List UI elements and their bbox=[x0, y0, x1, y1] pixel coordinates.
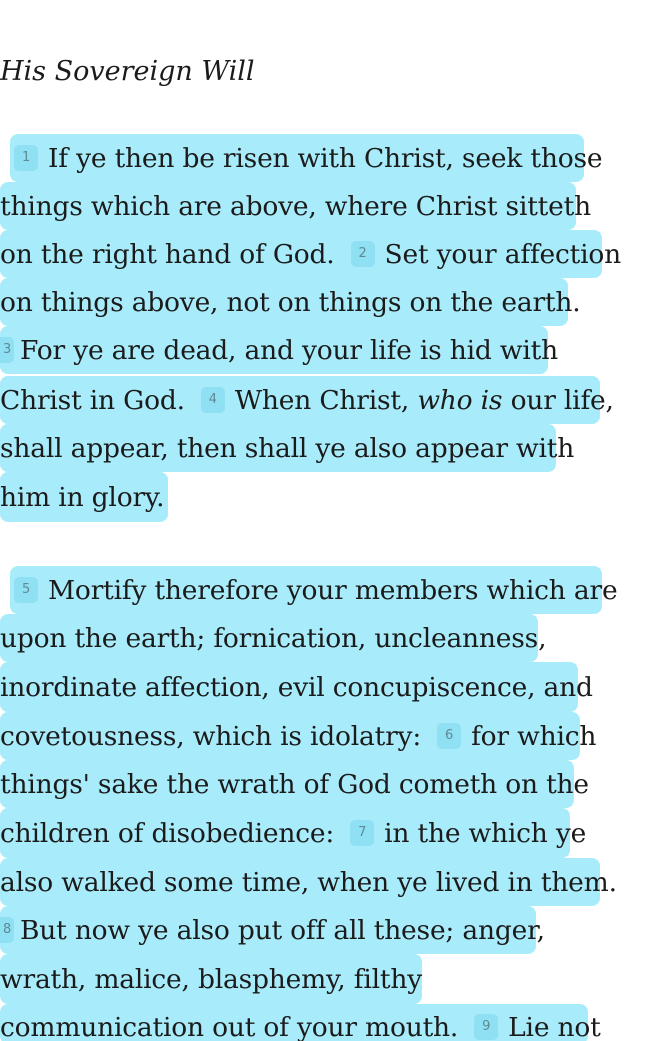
verse-number[interactable]: 6 bbox=[437, 723, 461, 749]
text-line[interactable] bbox=[0, 230, 621, 278]
verse-text[interactable]: wrath, malice, blasphemy, filthy bbox=[0, 963, 422, 995]
verse-text[interactable]: communication out of your mouth. bbox=[0, 1011, 459, 1041]
verse-text[interactable]: Mortify therefore your members which are bbox=[48, 574, 618, 606]
verse-number[interactable]: 7 bbox=[350, 820, 374, 846]
text-line[interactable] bbox=[0, 473, 164, 521]
verse-text[interactable]: him in glory. bbox=[0, 481, 165, 513]
verse-text[interactable]: in the which ye bbox=[384, 817, 587, 849]
verse-text[interactable]: children of disobedience: bbox=[0, 817, 335, 849]
verse-text[interactable]: If ye then be risen with Christ, seek those bbox=[48, 142, 603, 174]
text-line[interactable] bbox=[14, 134, 602, 182]
verse-text[interactable]: for which bbox=[471, 720, 597, 752]
verse-number[interactable]: 2 bbox=[351, 241, 375, 267]
text-line[interactable] bbox=[0, 376, 614, 424]
text-line[interactable] bbox=[0, 182, 591, 230]
text-line[interactable] bbox=[0, 663, 593, 711]
text-line[interactable] bbox=[0, 955, 422, 1003]
verse-text[interactable]: Set your affection bbox=[384, 238, 622, 270]
verse-number[interactable]: 1 bbox=[14, 145, 38, 171]
verse-text[interactable]: shall appear, then shall ye also appear with bbox=[0, 432, 575, 464]
verse-number[interactable]: 8 bbox=[0, 917, 14, 943]
verse-text[interactable]: things' sake the wrath of God cometh on the bbox=[0, 768, 589, 800]
verse-text[interactable]: But now ye also put off all these; anger, bbox=[20, 914, 545, 946]
passage-heading: His Sovereign Will bbox=[0, 56, 255, 87]
text-line[interactable] bbox=[0, 326, 558, 374]
text-line[interactable] bbox=[0, 712, 596, 760]
text-line[interactable] bbox=[14, 566, 617, 614]
text-line[interactable] bbox=[0, 906, 545, 954]
verse-text[interactable]: When Christ, bbox=[234, 384, 410, 416]
verse-text[interactable]: on things above, not on things on the earth. bbox=[0, 286, 581, 318]
verse-text[interactable]: also walked some time, when ye lived in them. bbox=[0, 866, 617, 898]
verse-text[interactable]: our life, bbox=[510, 384, 614, 416]
text-line[interactable] bbox=[0, 858, 617, 906]
verse-number[interactable]: 5 bbox=[14, 577, 38, 603]
verse-text-italic[interactable]: who is bbox=[417, 384, 503, 416]
verse-text[interactable]: Christ in God. bbox=[0, 384, 185, 416]
text-line[interactable] bbox=[0, 809, 586, 857]
text-line[interactable] bbox=[0, 1003, 601, 1041]
verse-text[interactable]: upon the earth; fornication, uncleanness, bbox=[0, 622, 547, 654]
verse-number[interactable]: 3 bbox=[0, 337, 14, 363]
text-line[interactable] bbox=[0, 760, 589, 808]
verse-text[interactable]: things which are above, where Christ sitteth bbox=[0, 190, 591, 222]
text-line[interactable] bbox=[0, 278, 580, 326]
verse-number[interactable]: 4 bbox=[201, 387, 225, 413]
text-line[interactable] bbox=[0, 424, 574, 472]
verse-text[interactable]: For ye are dead, and your life is hid with bbox=[20, 334, 558, 366]
text-line[interactable] bbox=[0, 614, 546, 662]
verse-text[interactable]: Lie not bbox=[508, 1011, 601, 1041]
verse-number[interactable]: 9 bbox=[474, 1014, 498, 1040]
verse-text[interactable]: covetousness, which is idolatry: bbox=[0, 720, 422, 752]
verse-text[interactable]: inordinate affection, evil concupiscence, and bbox=[0, 671, 593, 703]
verse-text[interactable]: on the right hand of God. bbox=[0, 238, 335, 270]
